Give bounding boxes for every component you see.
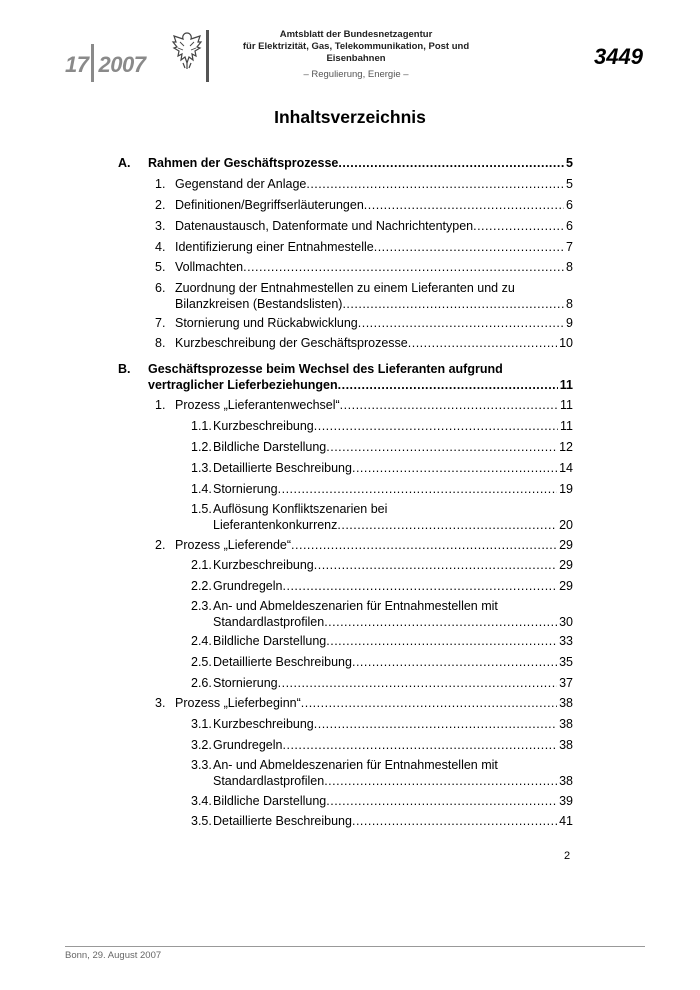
toc-page: 14 (559, 461, 573, 475)
publisher-line-1: Amtsblatt der Bundesnetzagentur (279, 29, 433, 40)
toc-number: 1.4. (191, 482, 212, 496)
toc-entry-b15[interactable] (191, 501, 573, 533)
toc-number: 1.3. (191, 461, 212, 475)
toc-page: 12 (559, 440, 573, 454)
toc-number: A. (118, 156, 131, 170)
toc-page: 19 (559, 482, 573, 496)
toc-entry-b33[interactable] (191, 757, 573, 789)
toc-number: 2.5. (191, 655, 212, 669)
toc-number: 4. (155, 240, 166, 254)
toc-title-line-2: vertraglicher Lieferbeziehungen (148, 378, 338, 392)
toc-page: 35 (559, 655, 573, 669)
toc-title: Bildliche Darstellung (213, 440, 327, 454)
toc-page: 29 (559, 579, 573, 593)
toc-number: 3. (155, 696, 166, 710)
toc-page: 5 (566, 156, 573, 170)
toc-title: Vollmachten (175, 260, 244, 274)
toc-number: 1.5. (191, 502, 212, 516)
toc-number: 2.2. (191, 579, 212, 593)
toc-page: 8 (566, 260, 573, 274)
toc-title: Identifizierung einer Entnahmestelle (175, 240, 374, 254)
toc-title: Gegenstand der Anlage (175, 177, 307, 191)
publisher-line-2: für Elektrizität, Gas, Telekommunikation, Post und Eisenbahnen (242, 41, 470, 64)
toc-title-line-2: Bilanzkreisen (Bestandslisten) (175, 297, 343, 311)
toc-title: Kurzbeschreibung (213, 558, 314, 572)
toc-page: 38 (559, 696, 573, 710)
toc-title-line-1: Geschäftsprozesse beim Wechsel des Lieferanten aufgrund (148, 362, 503, 376)
toc-number: 1. (155, 398, 166, 412)
toc-page: 20 (559, 518, 573, 532)
toc-page: 38 (559, 717, 573, 731)
toc-title-line-2: Standardlastprofilen (213, 774, 325, 788)
toc-page: 38 (559, 774, 573, 788)
toc-page: 11 (560, 419, 573, 433)
toc-number: 2. (155, 538, 166, 552)
toc-title: Stornierung und Rückabwicklung (175, 316, 358, 330)
toc-number: 1.2. (191, 440, 212, 454)
toc-page: 6 (566, 219, 573, 233)
toc-title: Stornierung (213, 482, 278, 496)
footer-date: Bonn, 29. August 2007 (65, 950, 162, 961)
toc-entry-a6[interactable] (155, 280, 573, 312)
toc-page: 10 (559, 336, 573, 350)
toc-title: Datenaustausch, Datenformate und Nachrichtentypen (175, 219, 474, 233)
toc-page: 37 (559, 676, 573, 690)
toc-title: Rahmen der Geschäftsprozesse (148, 156, 339, 170)
toc-title-line-1: Auflösung Konfliktszenarien bei (213, 502, 388, 516)
page-title: Inhaltsverzeichnis (274, 107, 426, 127)
toc-entry-b[interactable] (118, 361, 573, 393)
toc-page: 30 (559, 615, 573, 629)
toc-title: Kurzbeschreibung der Geschäftsprozesse (175, 336, 408, 350)
toc-number: 5. (155, 260, 166, 274)
toc-title: Kurzbeschreibung (213, 419, 314, 433)
toc-number: 3.5. (191, 814, 212, 828)
toc-page: 41 (559, 814, 573, 828)
toc-number: 2.3. (191, 599, 212, 613)
toc-page: 39 (559, 794, 573, 808)
toc-title: Detaillierte Beschreibung (213, 461, 352, 475)
toc-number: 3.2. (191, 738, 212, 752)
toc-number: B. (118, 362, 131, 376)
toc-number: 7. (155, 316, 166, 330)
toc-page: 29 (559, 538, 573, 552)
publisher-block (216, 29, 496, 80)
toc-number: 3.1. (191, 717, 212, 731)
toc-title-line-2: Lieferantenkonkurrenz (213, 518, 338, 532)
toc-page: 11 (559, 378, 573, 392)
toc-page: 8 (566, 297, 573, 311)
toc-number: 1.1. (191, 419, 212, 433)
toc-title: Grundregeln (213, 579, 283, 593)
toc-title: Stornierung (213, 676, 278, 690)
toc-number: 3.4. (191, 794, 212, 808)
publisher-subtitle: – Regulierung, Energie – (303, 69, 409, 80)
toc-title: Bildliche Darstellung (213, 634, 327, 648)
toc-number: 2.1. (191, 558, 212, 572)
footer-divider (65, 946, 645, 947)
toc-page: 5 (566, 177, 573, 191)
header-divider (206, 30, 209, 82)
toc-page: 33 (559, 634, 573, 648)
toc-number: 3.3. (191, 758, 212, 772)
toc-number: 2. (155, 198, 166, 212)
toc-number: 2.4. (191, 634, 212, 648)
toc-title: Prozess „Lieferende“ (175, 538, 292, 552)
toc-title-line-1: An- und Abmeldeszenarien für Entnahmestellen mit (213, 758, 498, 772)
toc-title: Detaillierte Beschreibung (213, 655, 352, 669)
toc-title: Grundregeln (213, 738, 283, 752)
issue-number: 17 2007 (65, 44, 145, 82)
toc-page: 9 (566, 316, 573, 330)
federal-eagle-icon (170, 30, 204, 70)
toc-page: 7 (566, 240, 573, 254)
toc-title-line-1: An- und Abmeldeszenarien für Entnahmestellen mit (213, 599, 498, 613)
toc-title-line-2: Standardlastprofilen (213, 615, 325, 629)
page-header (0, 0, 700, 90)
document-page-number: 2 (564, 850, 571, 862)
toc-number: 1. (155, 177, 166, 191)
header-page-number: 3449 (594, 44, 643, 69)
toc-title: Prozess „Lieferbeginn“ (175, 696, 301, 710)
toc-page: 11 (560, 398, 573, 412)
toc-page: 6 (566, 198, 573, 212)
toc-title: Detaillierte Beschreibung (213, 814, 352, 828)
toc-title: Definitionen/Begriffserläuterungen (175, 198, 364, 212)
toc-title: Prozess „Lieferantenwechsel“ (175, 398, 340, 412)
toc-page: 29 (559, 558, 573, 572)
toc-page: 38 (559, 738, 573, 752)
toc-title-line-1: Zuordnung der Entnahmestellen zu einem Lieferanten und zu (175, 281, 515, 295)
toc-number: 8. (155, 336, 166, 350)
toc-number: 2.6. (191, 676, 212, 690)
toc-title: Kurzbeschreibung (213, 717, 314, 731)
toc-number: 6. (155, 281, 166, 295)
toc-entry-b23[interactable] (191, 598, 573, 630)
toc-title: Bildliche Darstellung (213, 794, 327, 808)
toc-number: 3. (155, 219, 166, 233)
